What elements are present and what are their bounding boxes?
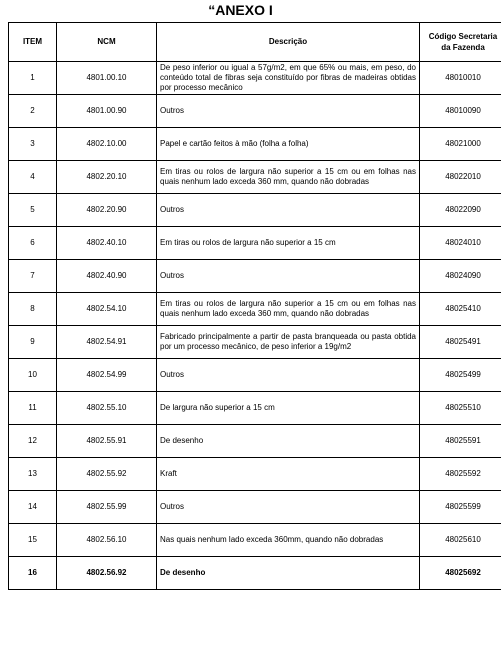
header-item: ITEM — [9, 23, 57, 62]
cell-descricao: Outros — [157, 491, 420, 524]
cell-item: 13 — [9, 458, 57, 491]
cell-codigo: 48024090 — [420, 260, 501, 293]
document-title: “ANEXO I — [208, 2, 273, 18]
table-row — [9, 425, 501, 458]
cell-descricao: Outros — [157, 260, 420, 293]
cell-item: 1 — [9, 62, 57, 95]
cell-codigo: 48022090 — [420, 194, 501, 227]
table-header-row — [9, 23, 501, 62]
anexo-table — [8, 22, 501, 590]
table-row — [9, 194, 501, 227]
table-body — [9, 62, 501, 590]
cell-item: 9 — [9, 326, 57, 359]
cell-descricao: Papel e cartão feitos à mão (folha a folha) — [157, 128, 420, 161]
cell-ncm: 4802.55.91 — [57, 425, 157, 458]
table-row — [9, 227, 501, 260]
table-row — [9, 491, 501, 524]
cell-item: 5 — [9, 194, 57, 227]
table-row — [9, 392, 501, 425]
cell-descricao: Em tiras ou rolos de largura não superior a 15 cm ou em folhas nas quais nenhum lado exceda 360 mm, quando não dobradas — [157, 161, 420, 194]
cell-ncm: 4802.54.10 — [57, 293, 157, 326]
cell-ncm: 4802.54.99 — [57, 359, 157, 392]
cell-item: 12 — [9, 425, 57, 458]
cell-codigo: 48025599 — [420, 491, 501, 524]
cell-descricao: De peso inferior ou igual a 57g/m2, em que 65% ou mais, em peso, do conteúdo total de fibras seja constituído por fibras de madeiras obtidas por processo mecânico — [157, 62, 420, 95]
cell-ncm: 4802.10.00 — [57, 128, 157, 161]
cell-item: 3 — [9, 128, 57, 161]
cell-descricao: De desenho — [157, 425, 420, 458]
cell-item: 2 — [9, 95, 57, 128]
header-ncm: NCM — [57, 23, 157, 62]
cell-ncm: 4802.55.92 — [57, 458, 157, 491]
table-row — [9, 95, 501, 128]
table-row — [9, 557, 501, 590]
cell-item: 10 — [9, 359, 57, 392]
cell-codigo: 48025591 — [420, 425, 501, 458]
cell-item: 6 — [9, 227, 57, 260]
cell-item: 11 — [9, 392, 57, 425]
cell-codigo: 48025410 — [420, 293, 501, 326]
table-row — [9, 326, 501, 359]
table-row — [9, 293, 501, 326]
table-row — [9, 524, 501, 557]
cell-codigo: 48025592 — [420, 458, 501, 491]
header-codigo: Código Secretaria da Fazenda — [420, 23, 501, 62]
cell-ncm: 4802.55.10 — [57, 392, 157, 425]
cell-item: 8 — [9, 293, 57, 326]
cell-descricao: Kraft — [157, 458, 420, 491]
cell-descricao: Fabricado principalmente a partir de pasta branqueada ou pasta obtida por um processo mecânico, de peso inferior a 19g/m2 — [157, 326, 420, 359]
cell-descricao: Em tiras ou rolos de largura não superior a 15 cm ou em folhas nas quais nenhum lado exceda 360 mm, quando não dobradas — [157, 293, 420, 326]
cell-descricao: Nas quais nenhum lado exceda 360mm, quando não dobradas — [157, 524, 420, 557]
cell-codigo: 48025510 — [420, 392, 501, 425]
cell-ncm: 4802.20.10 — [57, 161, 157, 194]
cell-item: 7 — [9, 260, 57, 293]
cell-item: 15 — [9, 524, 57, 557]
cell-descricao: Em tiras ou rolos de largura não superior a 15 cm — [157, 227, 420, 260]
cell-ncm: 4802.56.92 — [57, 557, 157, 590]
cell-codigo: 48025491 — [420, 326, 501, 359]
cell-ncm: 4802.40.90 — [57, 260, 157, 293]
cell-descricao: Outros — [157, 359, 420, 392]
cell-ncm: 4802.40.10 — [57, 227, 157, 260]
cell-item: 14 — [9, 491, 57, 524]
cell-codigo: 48021000 — [420, 128, 501, 161]
table-row — [9, 458, 501, 491]
cell-codigo: 48010010 — [420, 62, 501, 95]
cell-descricao: De desenho — [157, 557, 420, 590]
cell-codigo: 48010090 — [420, 95, 501, 128]
table-row — [9, 359, 501, 392]
cell-item: 16 — [9, 557, 57, 590]
cell-descricao: De largura não superior a 15 cm — [157, 392, 420, 425]
table-row — [9, 161, 501, 194]
cell-descricao: Outros — [157, 95, 420, 128]
cell-codigo: 48022010 — [420, 161, 501, 194]
cell-ncm: 4802.55.99 — [57, 491, 157, 524]
cell-item: 4 — [9, 161, 57, 194]
cell-ncm: 4802.20.90 — [57, 194, 157, 227]
header-descricao: Descrição — [157, 23, 420, 62]
cell-codigo: 48025499 — [420, 359, 501, 392]
cell-codigo: 48024010 — [420, 227, 501, 260]
cell-ncm: 4801.00.90 — [57, 95, 157, 128]
cell-ncm: 4802.54.91 — [57, 326, 157, 359]
cell-descricao: Outros — [157, 194, 420, 227]
table-row — [9, 62, 501, 95]
cell-ncm: 4801.00.10 — [57, 62, 157, 95]
cell-codigo: 48025692 — [420, 557, 501, 590]
cell-ncm: 4802.56.10 — [57, 524, 157, 557]
table-row — [9, 260, 501, 293]
table-row — [9, 128, 501, 161]
cell-codigo: 48025610 — [420, 524, 501, 557]
